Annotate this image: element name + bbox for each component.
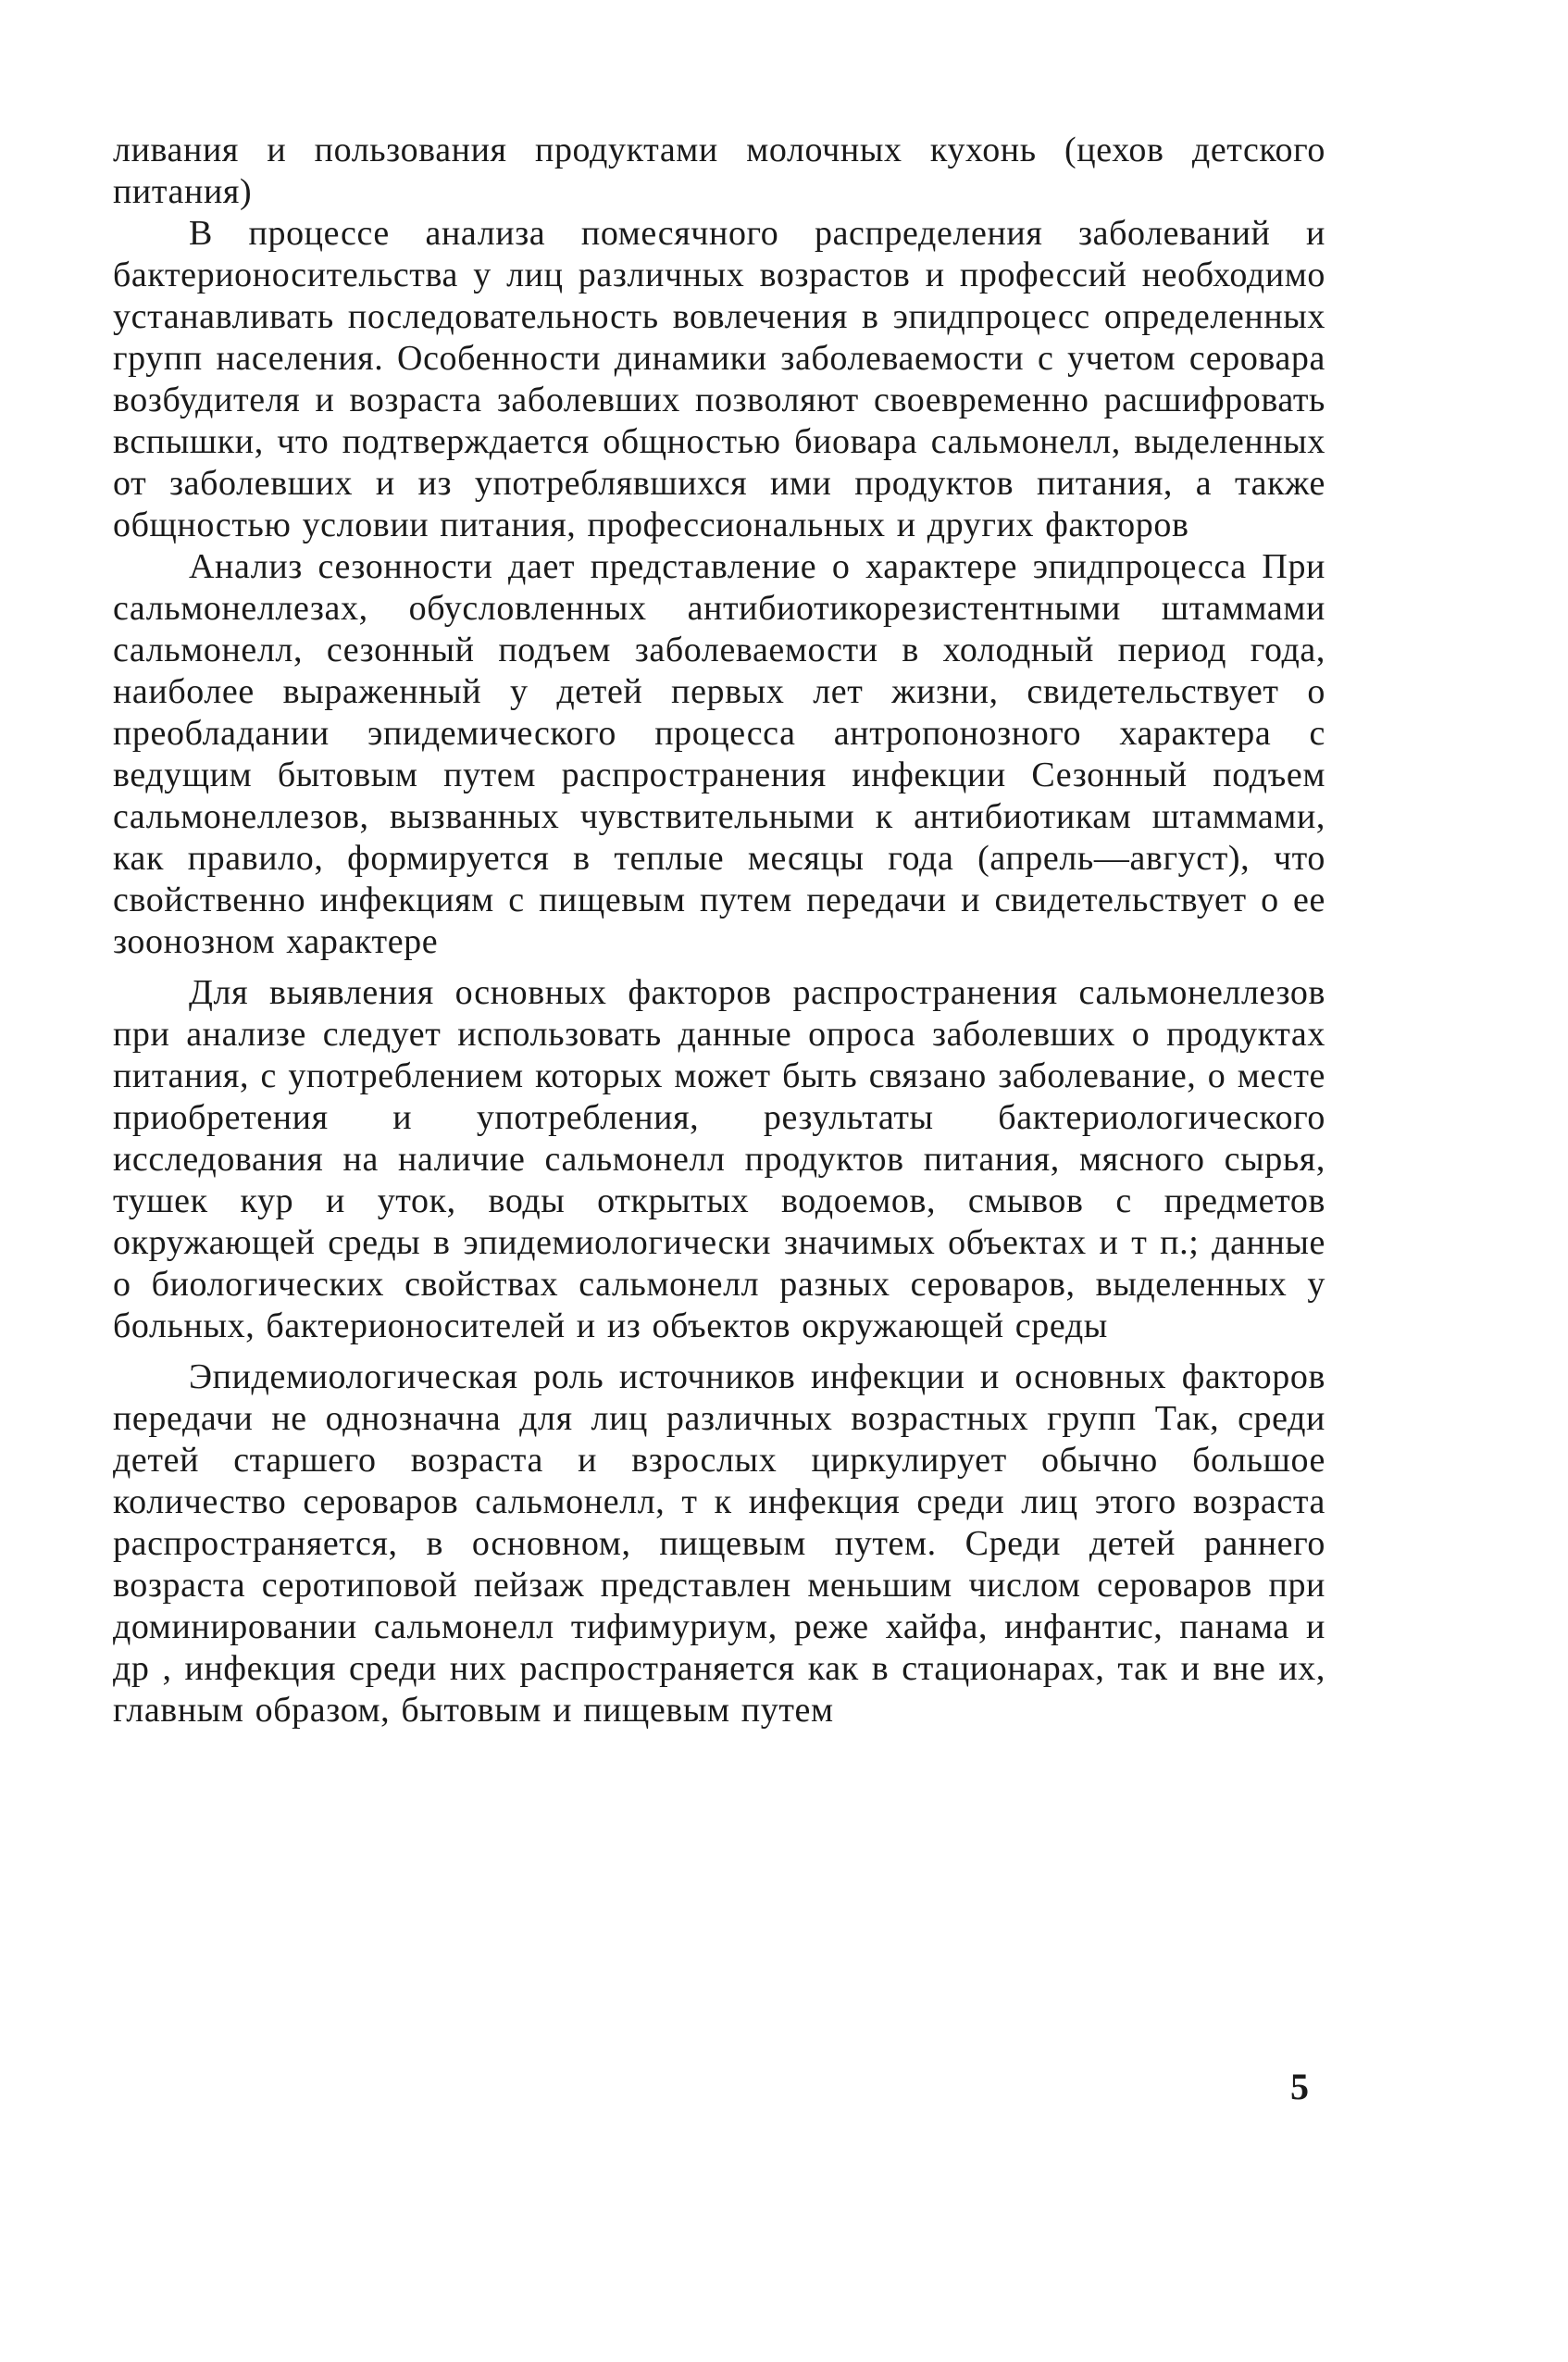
page-number: 5 [1290,2066,1309,2107]
paragraph-monthly-analysis: В процессе анализа помесячного распределения заболеваний и бактерионосительства у лиц различных возрастов и профессий необходимо устанавливать последовательность вовлечения в эпидпроцесс определенных групп населения. Особенности динамики заболеваемости с учетом серовара возбудителя и возраста заболевших позволяют своевременно расшифровать вспышки, что подтверждается общностью биовара сальмонелл, выделенных от заболевших и из употреблявшихся ими продуктов питания, а также общностью условии питания, профессиональных и других факторов [113,214,1325,544]
paragraph-transmission-factors: Для выявления основных факторов распространения сальмонеллезов при анализе следует использовать данные опроса заболевших о продуктах питания, с употреблением которых может быть связано заболевание, о месте приобретения и употребления, результаты бактериологического исследования на наличие сальмонелл продуктов питания, мясного сырья, тушек кур и уток, воды открытых водоемов, смывов с предметов окружающей среды в эпидемиологически значимых объектах и т п.; данные о биологических свойствах сальмонелл разных сероваров, выделенных у больных, бактерионосителей и из объектов окружающей среды [113,973,1325,1345]
body-text [113,130,1325,1731]
paragraph-seasonality: Анализ сезонности дает представление о характере эпидпроцесса При сальмонеллезах, обусловленных антибиотикорезистентными штаммами сальмонелл, сезонный подъем заболеваемости в холодный период года, наиболее выраженный у детей первых лет жизни, свидетельствует о преобладании эпидемического процесса антропонозного характера с ведущим бытовым путем распространения инфекции Сезонный подъем сальмонеллезов, вызванных чувствительными к антибиотикам штаммами, как правило, формируется в теплые месяцы года (апрель—август), что свойственно инфекциям с пищевым путем передачи и свидетельствует о ее зоонозном характере [113,547,1325,961]
paragraph-continuation: ливания и пользования продуктами молочных кухонь (цехов детского питания) [113,131,1325,211]
paragraph-age-groups: Эпидемиологическая роль источников инфекции и основных факторов передачи не однозначна для лиц различных возрастных групп Так, среди детей старшего возраста и взрослых циркулирует обычно большое количество сероваров сальмонелл, т к инфекция среди лиц этого возраста распространяется, в основном, пищевым путем. Среди детей раннего возраста серотиповой пейзаж представлен меньшим числом сероваров при доминировании сальмонелл тифимуриум, реже хайфа, инфантис, панама и др , инфекция среди них распространяется как в стационарах, так и вне их, главным образом, бытовым и пищевым путем [113,1357,1325,1730]
